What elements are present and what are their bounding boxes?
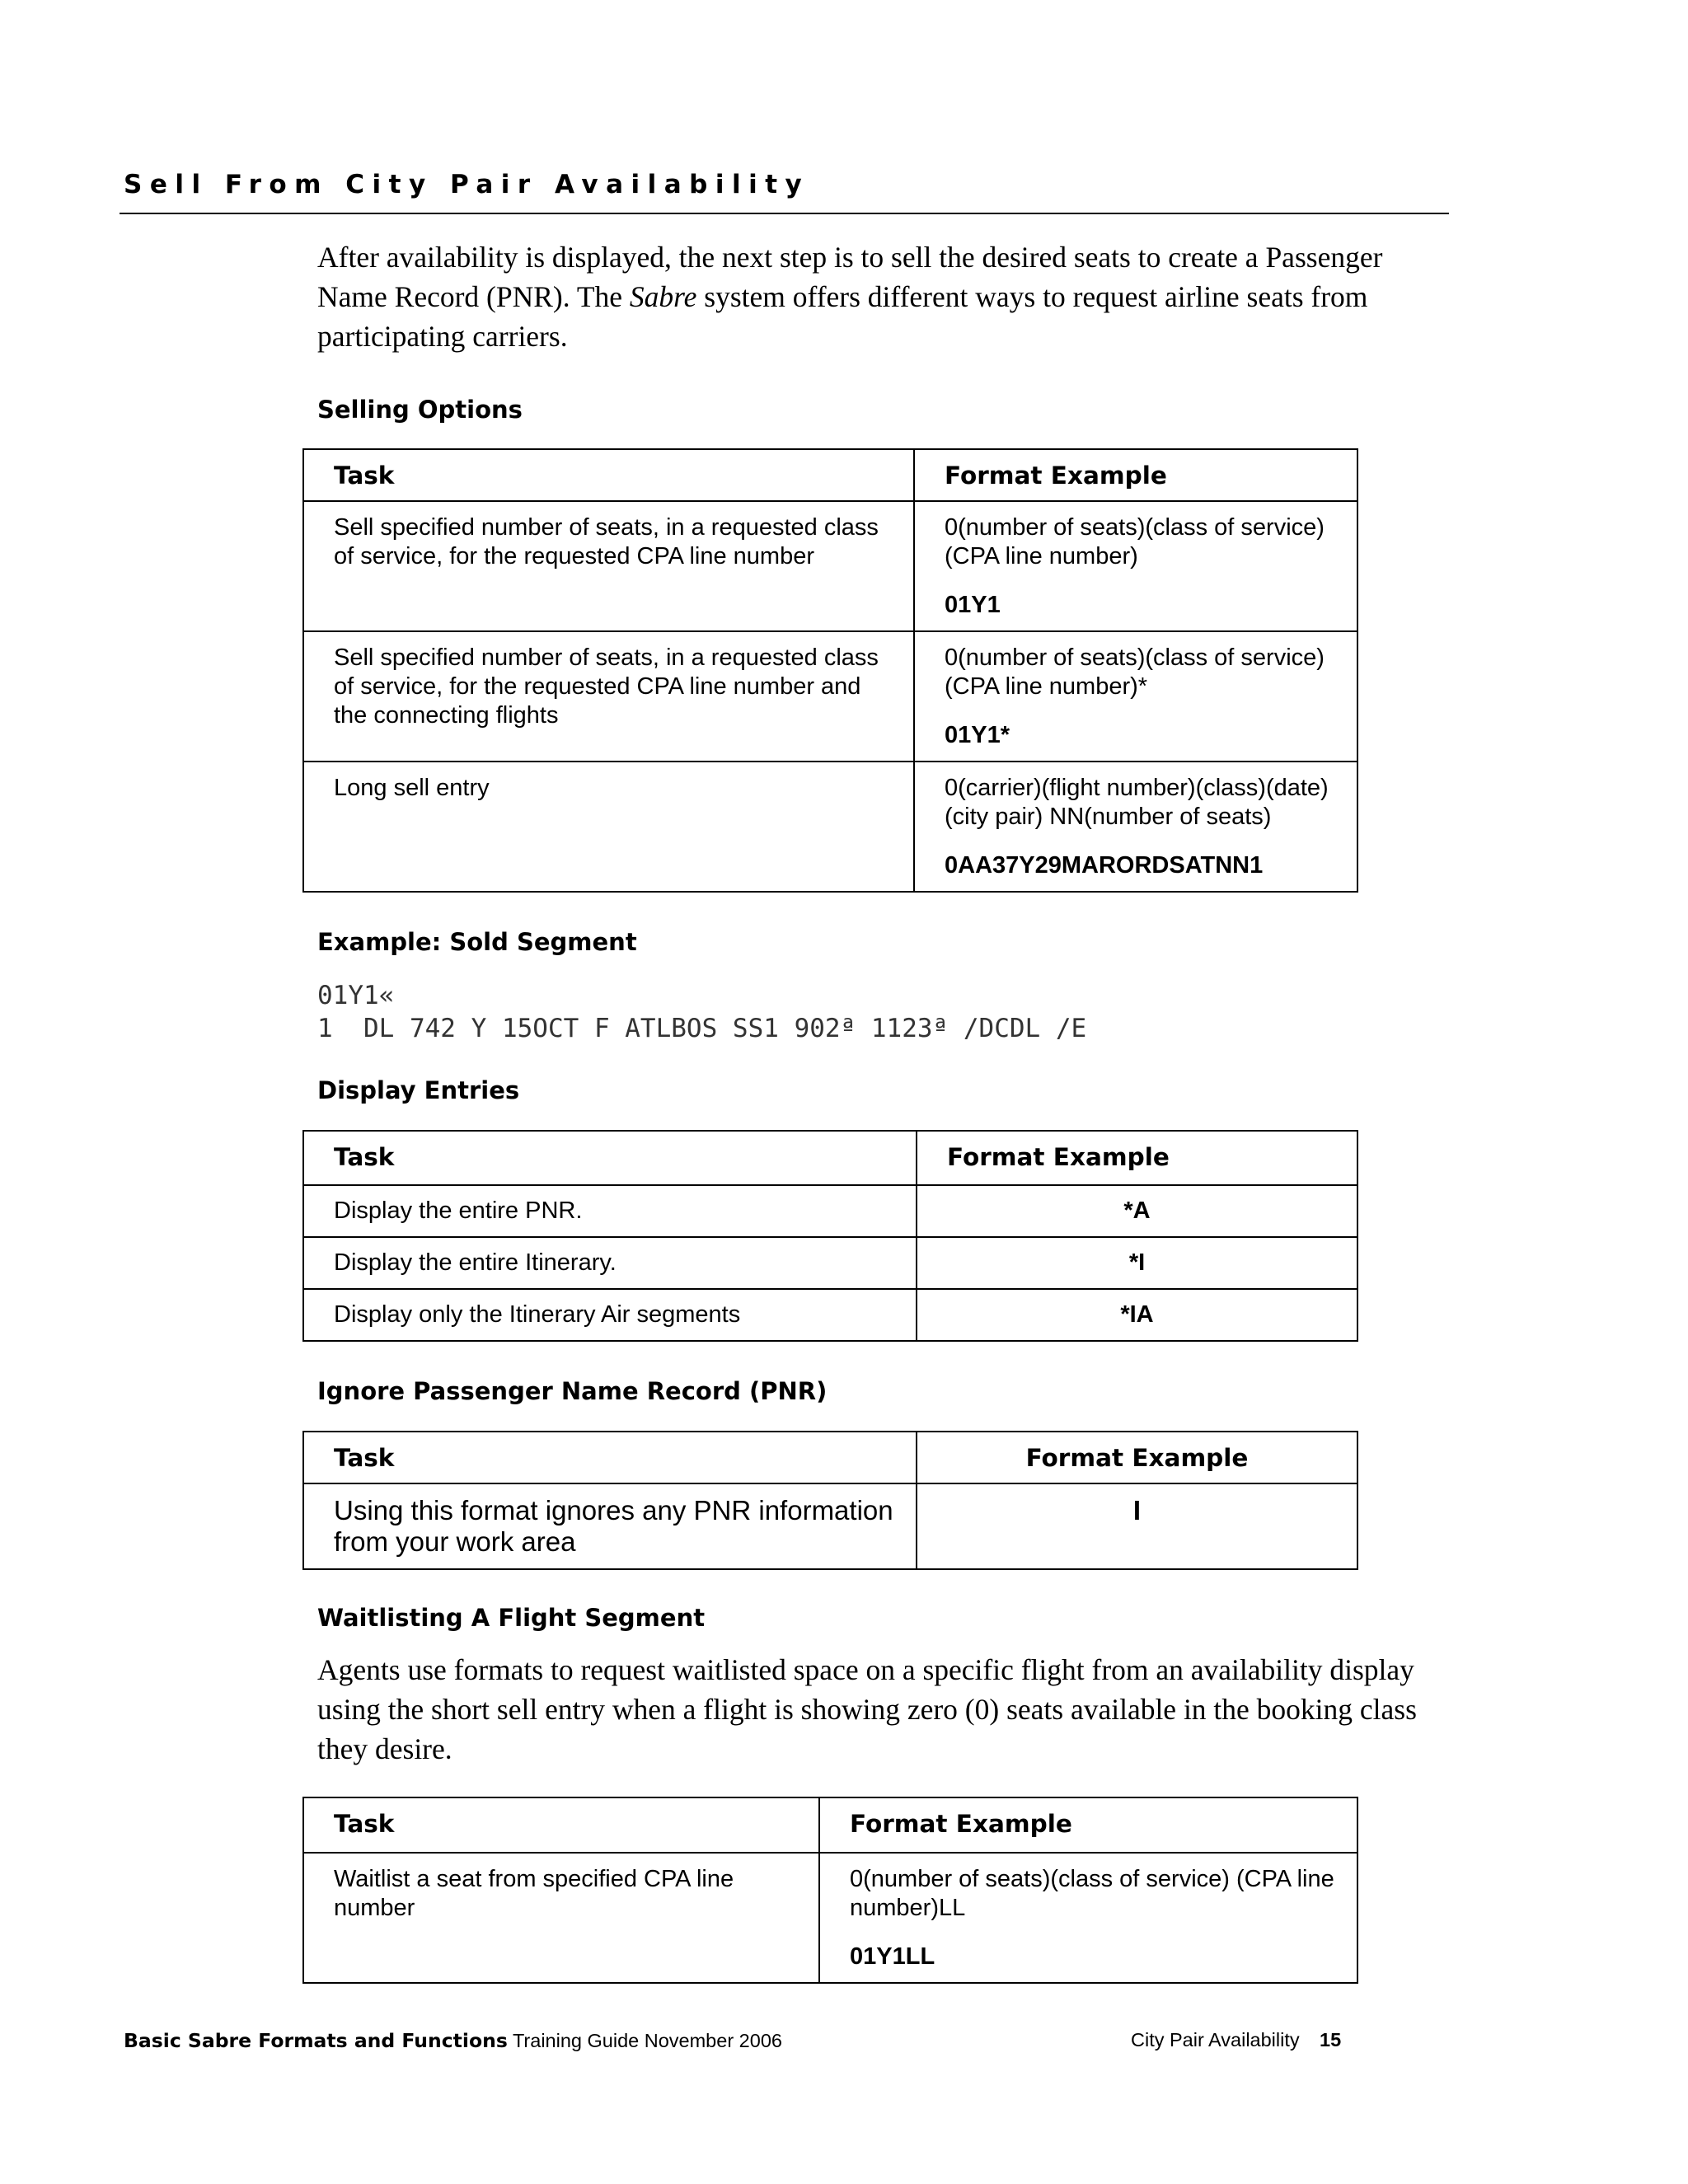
table-row — [303, 631, 1357, 762]
format-cell — [915, 762, 1357, 880]
format-text: 0(number of seats)(class of service)(CPA line number)* — [945, 644, 1325, 700]
sold-segment-heading: Example: Sold Segment — [317, 928, 637, 956]
format-cell: *A — [1123, 1197, 1151, 1224]
ignore-pnr-heading: Ignore Passenger Name Record (PNR) — [317, 1377, 828, 1405]
format-cell: *IA — [1120, 1301, 1154, 1328]
table-row — [303, 1237, 1357, 1289]
page-number: 15 — [1320, 2029, 1342, 2050]
format-example: 01Y1* — [945, 722, 1010, 748]
task-cell: Sell specified number of seats, in a requested class of service, for the requested CPA line number and the connecting flights — [334, 644, 879, 729]
sold-segment-example — [317, 979, 1086, 1045]
format-cell — [820, 1854, 1357, 1971]
task-cell: Display the entire Itinerary. — [334, 1249, 617, 1276]
format-cell — [915, 632, 1357, 750]
format-text: 0(number of seats)(class of service) (CPA line number)LL — [850, 1866, 1334, 1921]
column-header-format: Format Example — [914, 449, 1357, 501]
footer-guide-suffix: Training Guide November 2006 — [507, 2030, 782, 2051]
display-entries-heading: Display Entries — [317, 1076, 520, 1104]
task-cell: Long sell entry — [334, 775, 490, 801]
sold-segment-line-2: 1 DL 742 Y 15OCT F ATLBOS SS1 902ª 1123ª /DCDL /E — [317, 1014, 1087, 1043]
footer-guide-title — [124, 2029, 782, 2052]
ignore-pnr-table — [302, 1431, 1358, 1570]
selling-options-table — [302, 448, 1358, 893]
column-header-format: Format Example — [917, 1432, 1357, 1483]
selling-options-heading: Selling Options — [317, 396, 523, 424]
column-header-format: Format Example — [917, 1131, 1357, 1185]
footer-guide-name: Basic Sabre Formats and Functions — [124, 2029, 508, 2052]
table-header-row — [303, 449, 1357, 501]
table-row — [303, 1185, 1357, 1237]
format-cell: I — [1132, 1495, 1142, 1526]
format-cell: *I — [1128, 1249, 1146, 1276]
task-cell: Waitlist a seat from specified CPA line number — [334, 1866, 734, 1921]
header-rule — [120, 213, 1449, 214]
format-example: 01Y1 — [945, 592, 1001, 618]
waitlisting-paragraph: Agents use formats to request waitlisted space on a specific flight from an availability display using the short sell entry when a flight is showing zero (0) seats available in the booking class they desire. — [317, 1653, 1417, 1765]
intro-paragraph: After availability is displayed, the next step is to sell the desired seats to create a Passenger Name Record (PNR). The Sabre system offers different ways to request airline seats from participating carriers. — [317, 241, 1383, 353]
table-header-row — [303, 1432, 1357, 1483]
column-header-task: Task — [303, 449, 914, 501]
table-row — [303, 1483, 1357, 1569]
footer-chapter: City Pair Availability — [1131, 2029, 1300, 2050]
table-row — [303, 501, 1357, 631]
display-entries-table — [302, 1130, 1358, 1342]
format-example: 0AA37Y29MARORDSATNN1 — [945, 852, 1264, 879]
task-cell: Using this format ignores any PNR information from your work area — [334, 1495, 893, 1557]
column-header-format: Format Example — [819, 1797, 1357, 1853]
sold-segment-line-1: 01Y1« — [317, 981, 395, 1010]
table-header-row — [303, 1797, 1357, 1853]
column-header-task: Task — [303, 1797, 819, 1853]
table-header-row — [303, 1131, 1357, 1185]
section-title: Sell From City Pair Availability — [124, 170, 810, 199]
format-text: 0(carrier)(flight number)(class)(date) (city pair) NN(number of seats) — [945, 775, 1329, 830]
task-cell: Display only the Itinerary Air segments — [334, 1301, 741, 1328]
column-header-task: Task — [303, 1432, 917, 1483]
waitlisting-table — [302, 1797, 1358, 1984]
format-cell — [915, 502, 1357, 620]
waitlisting-heading: Waitlisting A Flight Segment — [317, 1604, 706, 1632]
table-row — [303, 1289, 1357, 1341]
task-cell: Sell specified number of seats, in a requested class of service, for the requested CPA line number — [334, 514, 879, 569]
table-row — [303, 762, 1357, 892]
format-example: 01Y1LL — [850, 1943, 935, 1970]
task-cell: Display the entire PNR. — [334, 1197, 583, 1224]
format-text: 0(number of seats)(class of service)(CPA line number) — [945, 514, 1325, 569]
column-header-task: Task — [303, 1131, 917, 1185]
table-row — [303, 1853, 1357, 1983]
